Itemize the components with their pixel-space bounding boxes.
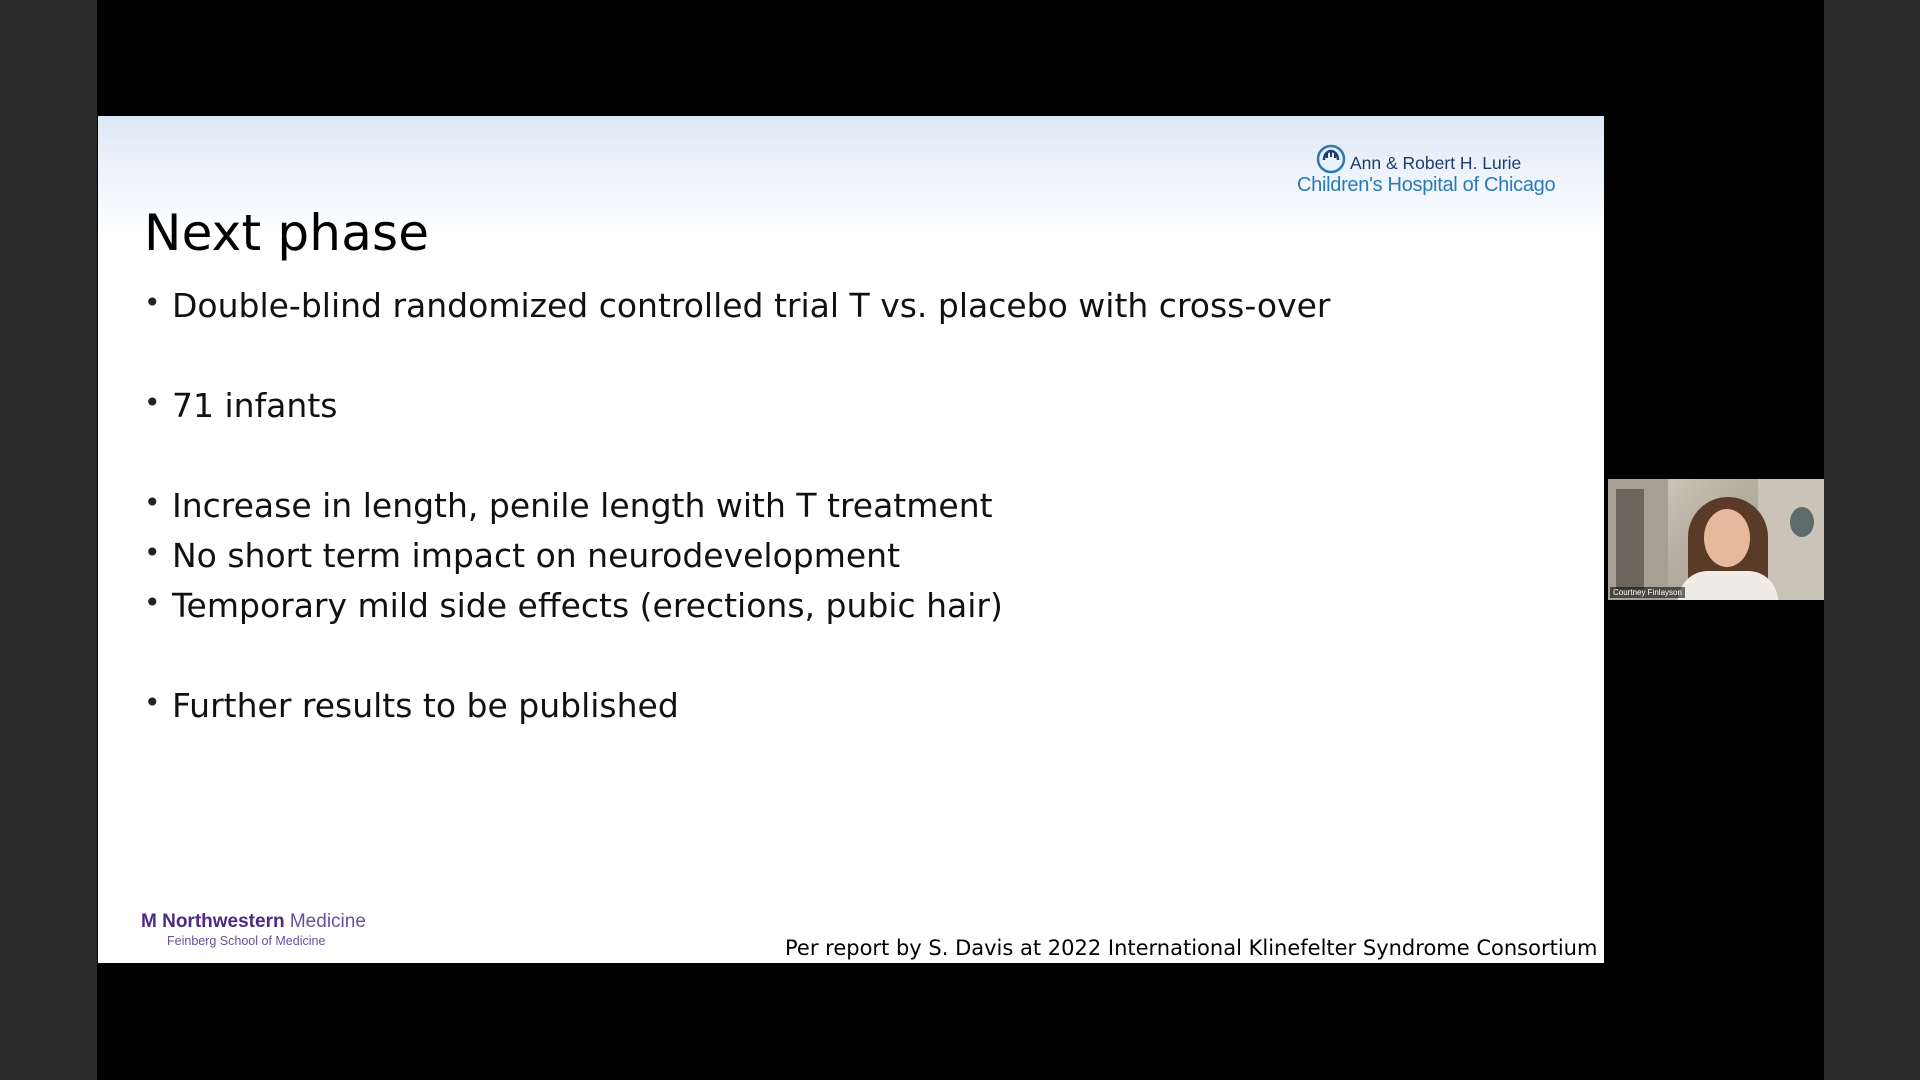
bullet-item: [144, 536, 900, 575]
hand-logo-icon: [1316, 144, 1346, 174]
lurie-logo-line2: Children's Hospital of Chicago: [1297, 174, 1556, 196]
northwestern-logo-mark-icon: M: [141, 911, 163, 932]
northwestern-medicine-logo: [141, 911, 401, 951]
participant-body: [1678, 571, 1778, 600]
bullet-dot-icon: •: [144, 686, 161, 719]
bullet-item: [144, 686, 679, 725]
lurie-childrens-logo: [1297, 144, 1587, 204]
bullet-item: [144, 386, 337, 425]
presentation-slide: [98, 116, 1604, 963]
video-background-clock: [1790, 507, 1814, 537]
video-background-door: [1616, 489, 1644, 589]
bullet-text: Double-blind randomized controlled trial T vs. placebo with cross-over: [172, 286, 1331, 325]
bullet-dot-icon: •: [144, 286, 161, 319]
bullet-item: [144, 286, 1330, 325]
bullet-text: Temporary mild side effects (erections, pubic hair): [172, 586, 1003, 625]
slide-footer-citation: Per report by S. Davis at 2022 International Klinefelter Syndrome Consortium: [785, 936, 1598, 960]
bullet-text: 71 infants: [172, 386, 338, 425]
bullet-dot-icon: •: [144, 386, 161, 419]
bullet-item: [144, 486, 993, 525]
bullet-text: No short term impact on neurodevelopment: [172, 536, 901, 575]
window-frame-left: [0, 0, 97, 1080]
bullet-dot-icon: •: [144, 586, 161, 619]
northwestern-logo-bold: Northwestern: [162, 911, 285, 932]
lurie-logo-line1: Ann & Robert H. Lurie: [1350, 153, 1522, 173]
northwestern-logo-light: Medicine: [289, 911, 366, 932]
bullet-text: Increase in length, penile length with T treatment: [172, 486, 993, 525]
northwestern-logo-line2: Feinberg School of Medicine: [167, 934, 326, 948]
participant-name-label: Courtney Finlayson: [1610, 587, 1685, 598]
bullet-dot-icon: •: [144, 536, 161, 569]
northwestern-logo-line1: [141, 911, 366, 933]
bullet-text: Further results to be published: [172, 686, 679, 725]
bullet-item: [144, 586, 1003, 625]
participant-face: [1704, 509, 1750, 567]
bullet-dot-icon: •: [144, 486, 161, 519]
window-frame-right: [1824, 0, 1920, 1080]
participant-video-tile[interactable]: [1608, 479, 1824, 600]
slide-title: Next phase: [144, 204, 430, 262]
